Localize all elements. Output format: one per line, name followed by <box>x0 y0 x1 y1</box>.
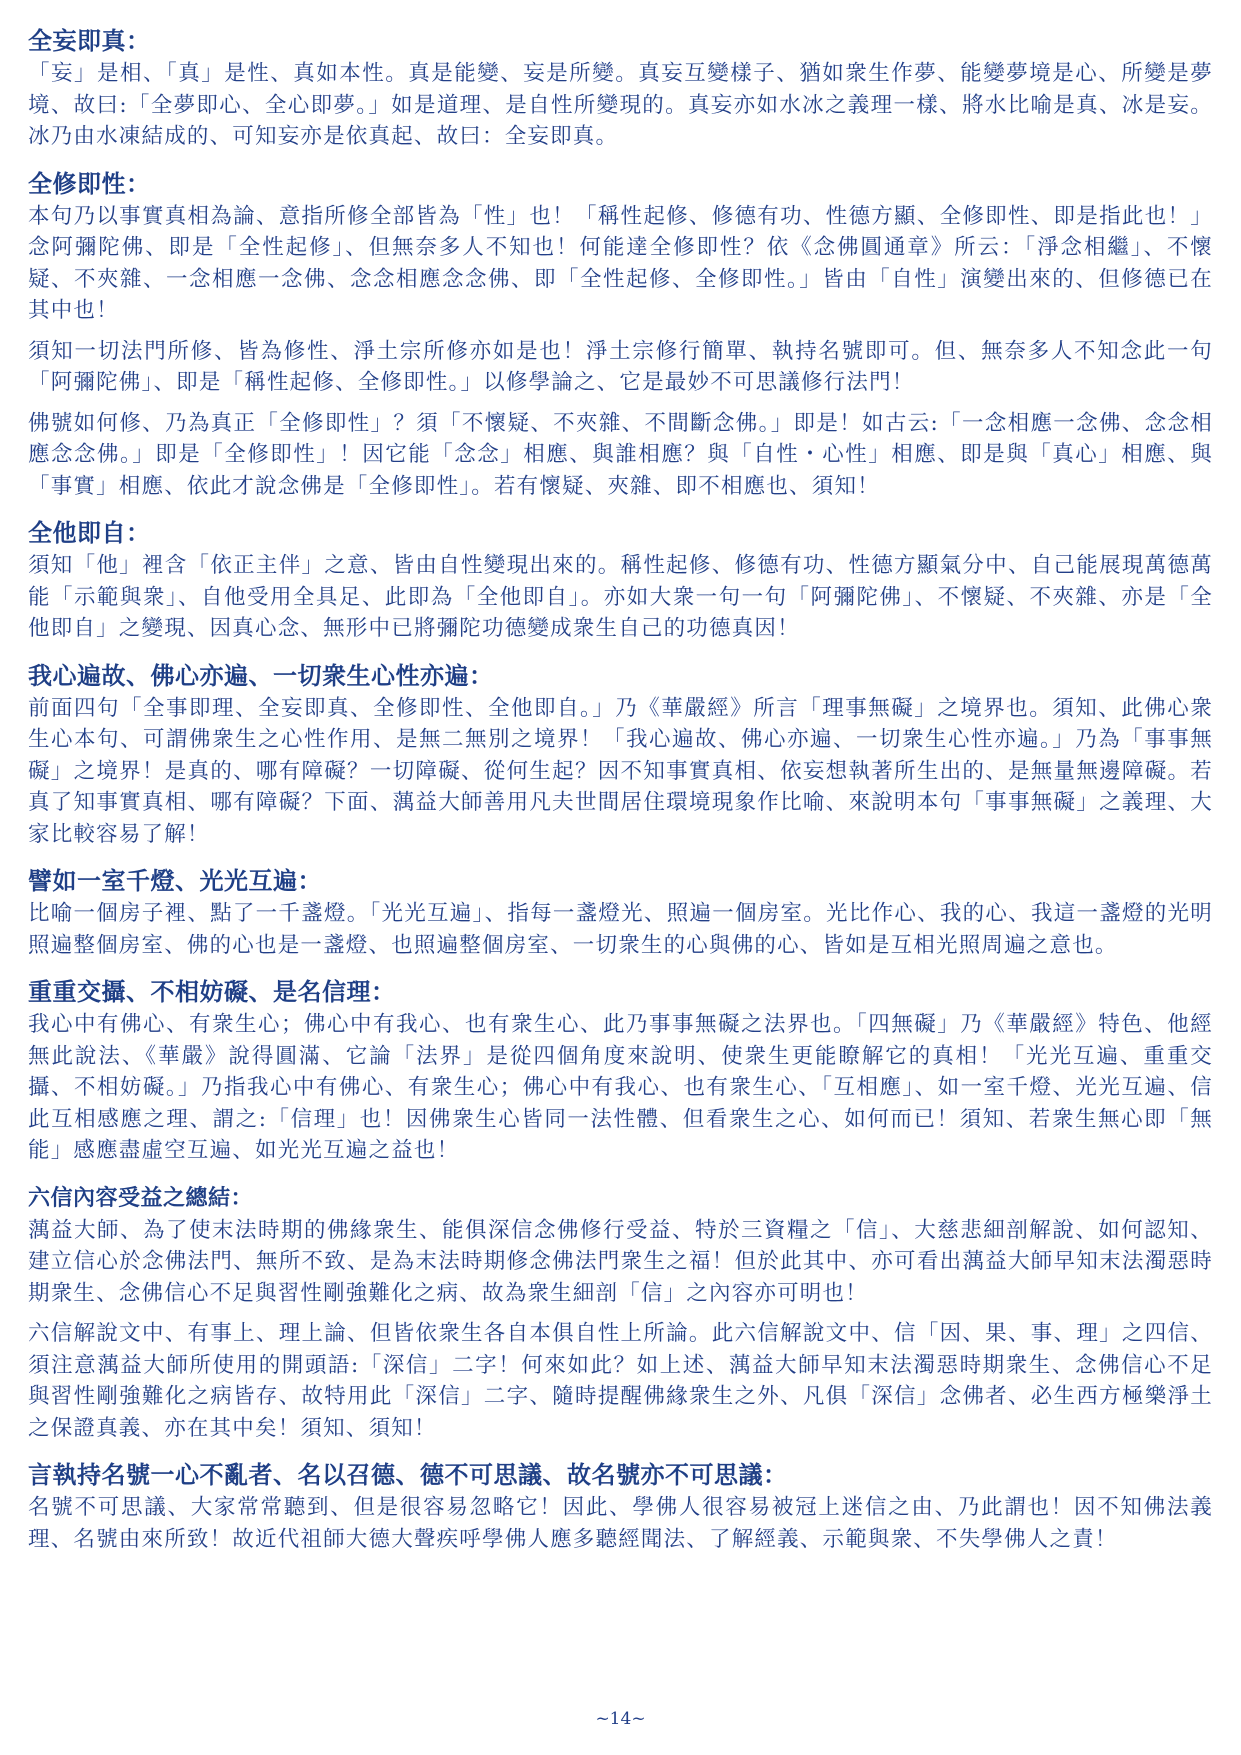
section <box>28 516 1213 645</box>
section-heading: 六信內容受益之總結： <box>28 1184 254 1211</box>
section-heading: 全妄即真： <box>28 26 151 55</box>
section <box>28 24 1213 153</box>
body-paragraph: 須知「他」裡含「依正主伴」之意、皆由自性變現出來的。稱性起修、修德有功、性德方顯氣分中、自己能展現萬德萬能「示範與衆」、自他受用全具足、此即為「全他即自」。亦如大衆一句一句「阿彌陀佛」、不懷疑、不夾雜、亦是「全他即自」之變現、因真心念、無形中已將彌陀功德變成衆生自己的功德真因！ <box>28 553 1213 641</box>
body-paragraph: 名號不可思議、大家常常聽到、但是很容易忽略它！因此、學佛人很容易被冠上迷信之由、乃此謂也！因不知佛法義理、名號由來所致！故近代祖師大德大聲疾呼學佛人應多聽經聞法、了解經義、示範與衆、不失學佛人之責！ <box>28 1495 1213 1552</box>
section-heading: 譬如一室千燈、光光互遍： <box>28 866 322 895</box>
body-paragraph: 「妄」是相、「真」是性、真如本性。真是能變、妄是所變。真妄互變樣子、猶如衆生作夢、能變夢境是心、所變是夢境、故曰:「全夢即心、全心即夢。」如是道理、是自性所變現的。真妄亦如水冰之義理一樣、將水比喻是真、冰是妄。冰乃由水凍結成的、可知妄亦是依真起、故曰：全妄即真。 <box>28 61 1213 149</box>
document-body <box>28 24 1213 1555</box>
section <box>28 864 1213 961</box>
section-heading: 全修即性： <box>28 168 151 198</box>
body-paragraph: 須知一切法門所修、皆為修性、淨土宗所修亦如是也！淨土宗修行簡單、執持名號即可。但、無奈多人不知念此一句「阿彌陀佛」、即是「稱性起修、全修即性。」以修學論之、它是最妙不可思議修行法門！ <box>28 338 1213 395</box>
body-paragraph: 前面四句「全事即理、全妄即真、全修即性、全他即自。」乃《華嚴經》所言「理事無礙」之境界也。須知、此佛心衆生心本句、可謂佛衆生之心性作用、是無二無別之境界！「我心遍故、佛心亦遍、一切衆生心性亦遍。」乃為「事事無礙」之境界！是真的、哪有障礙？一切障礙、從何生起？因不知事實真相、依妄想執著所生出的、是無量無邊障礙。若真了知事實真相、哪有障礙？下面、蕅益大師善用凡夫世間居住環境現象作比喻、來說明本句「事事無礙」之義理、大家比較容易了解！ <box>28 695 1213 847</box>
section-heading: 重重交攝、不相妨礙、是名信理： <box>28 977 396 1006</box>
body-paragraph: 本句乃以事實真相為論、意指所修全部皆為「性」也！「稱性起修、修德有功、性德方顯、全修即性、即是指此也！」念阿彌陀佛、即是「全性起修」、但無奈多人不知也！何能達全修即性？依《念佛圓通章》所云：「淨念相繼」、不懷疑、不夾雜、一念相應一念佛、念念相應念念佛、即「全性起修、全修即性。」皆由「自性」演變出來的、但修德已在其中也！ <box>28 203 1213 323</box>
body-paragraph: 蕅益大師、為了使末法時期的佛緣衆生、能俱深信念佛修行受益、特於三資糧之「信」、大慈悲細剖解說、如何認知、建立信心於念佛法門、無所不致、是為末法時期修念佛法門衆生之福！但於此其中、亦可看出蕅益大師早知末法濁惡時期衆生、念佛信心不足與習性剛強難化之病、故為衆生細剖「信」之內容亦可明也！ <box>28 1217 1213 1306</box>
body-paragraph: 比喻一個房子裡、點了一千盞燈。「光光互遍」、指每一盞燈光、照遍一個房室。光比作心、我的心、我這一盞燈的光明照遍整個房室、佛的心也是一盞燈、也照遍整個房室、一切衆生的心與佛的心、皆如是互相光照周遍之意也。 <box>28 901 1213 958</box>
body-paragraph: 佛號如何修、乃為真正「全修即性」？須「不懷疑、不夾雜、不間斷念佛。」即是！如古云:「一念相應一念佛、念念相應念念佛。」即是「全修即性」！因它能「念念」相應、與誰相應？與「自性・心性」相應、即是與「真心」相應、與「事實」相應、依此才說念佛是「全修即性」。若有懷疑、夾雜、即不相應也、須知！ <box>28 410 1213 499</box>
section <box>28 167 1213 503</box>
section-heading: 言執持名號一心不亂者、名以召德、德不可思議、故名號亦不可思議： <box>28 1460 788 1489</box>
section <box>28 1181 1213 1445</box>
section-heading: 我心遍故、佛心亦遍、一切衆生心性亦遍： <box>28 660 494 690</box>
body-paragraph: 我心中有佛心、有衆生心；佛心中有我心、也有衆生心、此乃事事無礙之法界也。「四無礙」乃《華嚴經》特色、他經無此說法、《華嚴》說得圓滿、它論「法界」是從四個角度來說明、使衆生更能瞭解它的真相！「光光互遍、重重交攝、不相妨礙。」乃指我心中有佛心、有衆生心；佛心中有我心、也有衆生心、「互相應」、如一室千燈、光光互遍、信此互相感應之理、謂之:「信理」也！因佛衆生心皆同一法性體、但看衆生之心、如何而已！須知、若衆生無心即「無能」感應盡虛空互遍、如光光互遍之益也！ <box>28 1012 1213 1163</box>
section <box>28 975 1213 1167</box>
section <box>28 659 1213 851</box>
section <box>28 1458 1213 1555</box>
page-number: ~14~ <box>595 1709 646 1729</box>
section-heading: 全他即自： <box>28 518 151 547</box>
body-paragraph: 六信解說文中、有事上、理上論、但皆依衆生各自本俱自性上所論。此六信解說文中、信「因、果、事、理」之四信、須注意蕅益大師所使用的開頭語:「深信」二字！何來如此？如上述、蕅益大師早知末法濁惡時期衆生、念佛信心不足與習性剛強難化之病皆存、故特用此「深信」二字、隨時提醒佛緣衆生之外、凡俱「深信」念佛者、必生西方極樂淨土之保證真義、亦在其中矣！須知、須知！ <box>28 1321 1213 1441</box>
